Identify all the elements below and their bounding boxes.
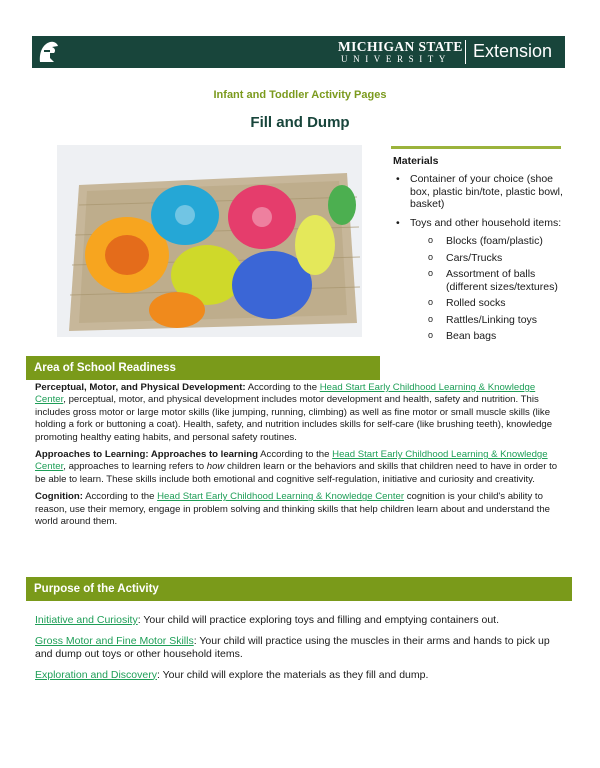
head-start-link[interactable]: Head Start Early Childhood Learning & Knowledge Center (35, 382, 536, 406)
page-subtitle: Infant and Toddler Activity Pages (213, 89, 387, 101)
materials-rule (391, 146, 561, 149)
circle-bullet-icon: o (428, 330, 434, 340)
purpose-item: Initiative and Curiosity: Your child will practice exploring toys and filling and emptying containers out. (35, 614, 500, 626)
circle-bullet-icon: o (428, 235, 434, 245)
purpose-item: Gross Motor and Fine Motor Skills: Your child will practice using the muscles in their arms and hands to pick up and dump out toys or other household items. (35, 634, 550, 660)
exploration-discovery-link[interactable]: Exploration and Discovery (35, 668, 157, 681)
perceptual-paragraph: Perceptual, Motor, and Physical Development: According to the Head Start Early Childhood Learning & Knowledge Center, perceptual, motor, and physical development includes motor development and health, safety and nutrition. This includes gross motor or large motor skills (like jumping, running, climbing) as well as fine motor or small muscle skills (like holding a fork or buttoning a coat). Health, safety, and nutrition includes skills for self-care (like brushing teeth), knowledge promoting healthy eating habits, and personal safety routines. (35, 382, 553, 443)
circle-bullet-icon: o (428, 313, 434, 324)
approaches-paragraph: Approaches to Learning: Approaches to learning According to the Head Start Early Childhood Learning & Knowledge Center, approaches to learning refers to how children learn or the behaviors and skills that children need to have in order to be able to learn. These skills include both emotional and cognitive self-regulation, initiative and curiosity and creativity. (35, 449, 558, 485)
list-item: • Toys and other household items: (396, 216, 562, 229)
initiative-curiosity-link[interactable]: Initiative and Curiosity (35, 614, 138, 626)
circle-bullet-icon: o (428, 268, 434, 278)
purpose-heading-bar: Purpose of the Activity (26, 577, 572, 601)
msu-extension-banner (32, 36, 565, 68)
university-wordmark: UNIVERSITY (341, 54, 451, 64)
readiness-body (35, 382, 565, 533)
purpose-item: Exploration and Discovery: Your child will explore the materials as they fill and dump. (35, 668, 429, 681)
readiness-heading-bar: Area of School Readiness (26, 356, 380, 380)
list-item: • Container of your choice (shoe box, plastic bin/tote, plastic bowl, basket) (396, 173, 563, 210)
spartan-helmet-logo (36, 38, 62, 66)
msu-wordmark: MICHIGAN STATE (338, 39, 463, 54)
circle-bullet-icon: o (428, 251, 434, 262)
materials-heading: Materials (393, 155, 439, 167)
extension-wordmark: Extension (473, 41, 553, 61)
cognition-paragraph: Cognition: According to the Head Start Early Childhood Learning & Knowledge Center cognition is your child's ability to reason, use their memory, engage in problem solving and thinking skills that help children learn about and understand the world around them. (35, 491, 550, 528)
head-start-link[interactable]: Head Start Early Childhood Learning & Knowledge Center (35, 449, 548, 473)
sub-list-item: o Cars/Trucks (428, 251, 503, 264)
bullet-icon: • (396, 173, 400, 185)
sub-list-item: o Rolled socks (428, 297, 506, 309)
page-title: Fill and Dump (250, 114, 350, 131)
sub-list-item: o Rattles/Linking toys (428, 313, 538, 326)
sub-list-item: o Blocks (foam/plastic) (428, 235, 543, 247)
sub-list-item: o Assortment of balls (different sizes/textures) (428, 268, 558, 293)
basket-of-toys-photo (57, 145, 362, 337)
circle-bullet-icon: o (428, 297, 434, 307)
head-start-link[interactable]: Head Start Early Childhood Learning & Knowledge Center (157, 491, 405, 503)
purpose-body (35, 614, 565, 689)
motor-skills-link[interactable]: Gross Motor and Fine Motor Skills (35, 634, 194, 647)
sub-list-item: o Bean bags (428, 330, 497, 342)
materials-list (393, 173, 568, 347)
banner-divider (465, 40, 466, 64)
bullet-icon: • (396, 216, 400, 229)
